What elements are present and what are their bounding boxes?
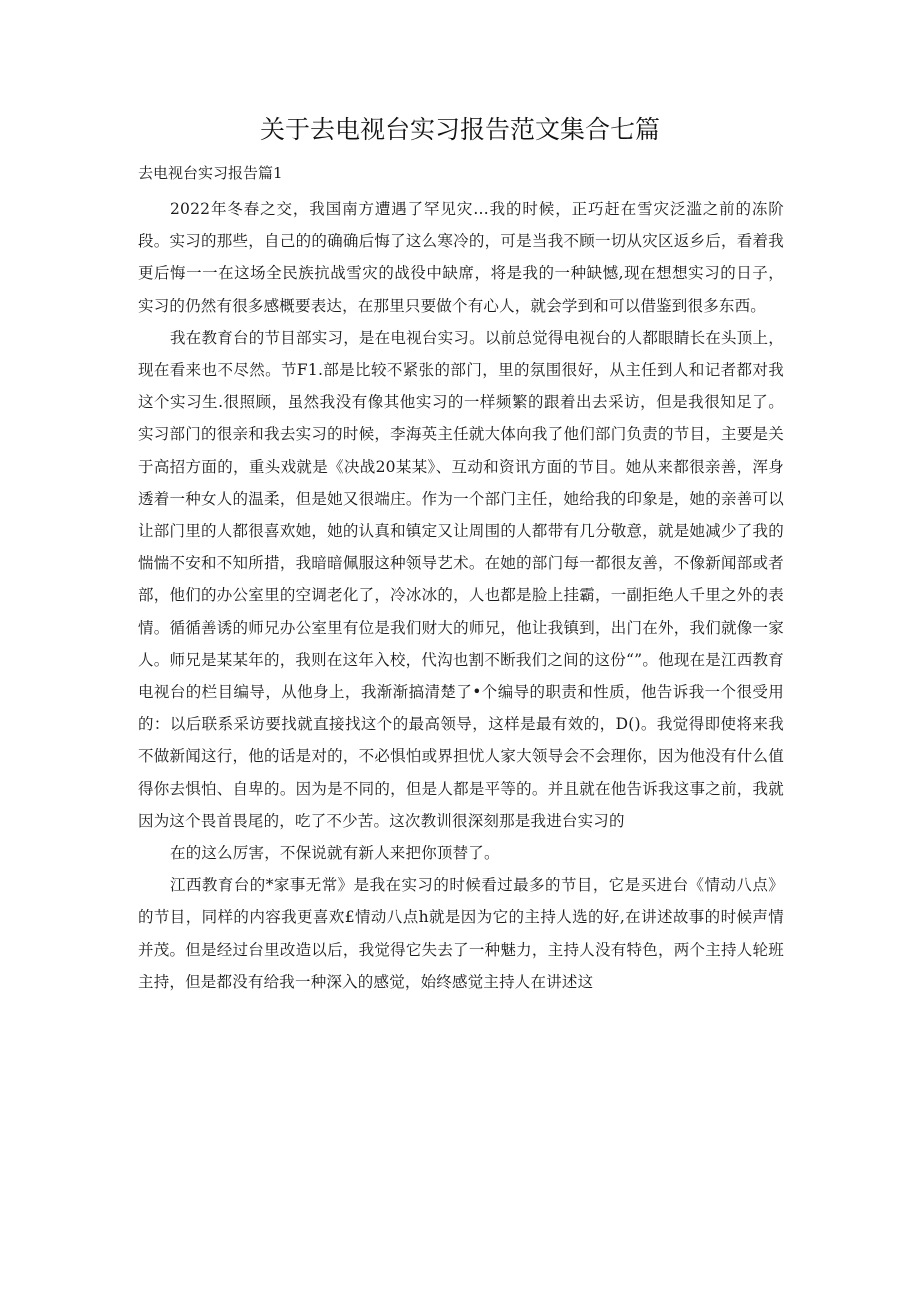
section-heading: 去电视台实习报告篇1: [138, 164, 283, 182]
document-title: 关于去电视台实习报告范文集合七篇: [259, 115, 660, 144]
paragraph-1: 2022年冬春之交，我国南方遭遇了罕见灾…我的时候，正巧赶在雪灾泛滥之前的冻阶段。实习的那些，自己的的确确后悔了这么寒冷的，可是当我不顾一切从灾区返乡后，看着我更后悔一一在这场全民族抗战雪灾的战役中缺席，将是我的一种缺憾,现在想想实习的日子，实习的仍然有很多感概要表达，在那里只要做个有心人，就会学到和可以借鉴到很多东西。: [138, 200, 784, 315]
paragraph-3: 在的这么厉害，不保说就有新人来把你顶替了。: [170, 844, 500, 863]
paragraph-2: 我在教育台的节目部实习，是在电视台实习。以前总觉得电视台的人都眼睛长在头顶上，现在看来也不尽然。节F1.部是比较不紧张的部门，里的氛围很好，从主任到人和记者都对我这个实习生.很照顾，虽然我没有像其他实习的一样频繁的跟着出去采访，但是我很知足了。实习部门的很亲和我去实习的时候，李海英主任就大体向我了他们部门负责的节目，主要是关于高招方面的，重头戏就是《决战20某某》、互动和资讯方面的节目。她从来都很亲善，浑身透着一种女人的温柔，但是她又很端庄。作为一个部门主任，她给我的印象是，她的亲善可以让部门里的人都很喜欢她，她的认真和镇定又让周围的人都带有几分敬意，就是她减少了我的惴惴不安和不知所措，我暗暗佩服这种领导艺术。在她的部门每一都很友善，不像新闻部或者部，他们的办公室里的空调老化了，冷冰冰的，人也都是脸上挂霸，一副拒绝人千里之外的表情。循循善诱的师兄办公室里有位是我们财大的师兄，他让我镇到，出门在外，我们就像一家人。师兄是某某年的，我则在这年入校，代沟也割不断我们之间的这份“”。他现在是江西教育电视台的栏目编导，从他身上，我渐渐搞清楚了•个编导的职责和性质，他告诉我一个很受用的：以后联系采访要找就直接找这个的最高领导，这样是最有效的，D()。我觉得即使将来我不做新闻这行，他的话是对的，不必惧怕或界担忧人家大领导会不会理你，因为他没有什么值得你去惧怕、自卑的。因为是不同的，但是人都是平等的。并且就在他告诉我这事之前，我就因为这个畏首畏尾的，吃了不少苦。这次教训很深刻那是我进台实习的: [138, 328, 784, 830]
paragraph-4: 江西教育台的*家事无常》是我在实习的时候看过最多的节目，它是买进台《情动八点》的节目，同样的内容我更喜欢£情动八点h就是因为它的主持人选的好,在讲述故事的时候声情并茂。但是经过台里改造以后，我觉得它失去了一种魅力，主持人没有特色，两个主持人轮班主持，但是都没有给我一种深入的感觉，始终感觉主持人在讲述这: [138, 876, 784, 991]
body-text: [138, 193, 784, 998]
